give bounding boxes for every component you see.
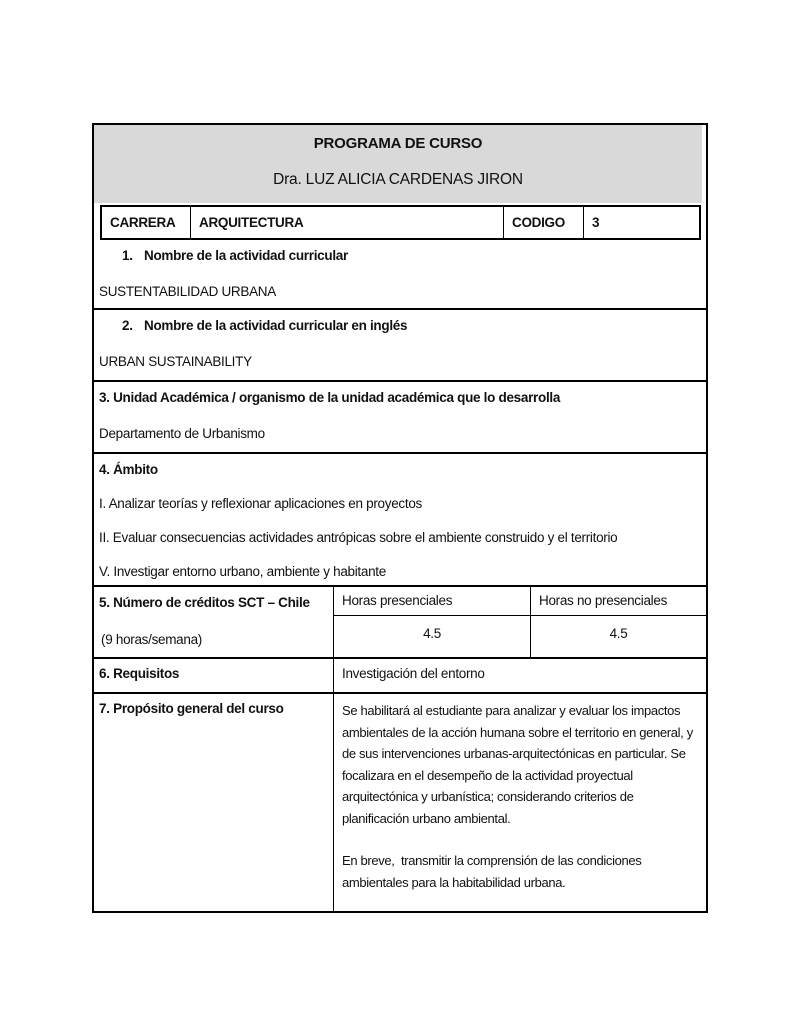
section-1-title: Nombre de la actividad curricular [144, 248, 348, 263]
section-2-header [94, 310, 706, 336]
section-ambito [94, 452, 706, 585]
ambito-item-2: II. Evaluar consecuencias actividades antrópicas sobre el ambiente construido y el territorio [99, 530, 618, 545]
carrera-value: ARQUITECTURA [190, 207, 503, 238]
creditos-label-cell [94, 587, 333, 657]
horas-no-presenciales-label: Horas no presenciales [530, 587, 706, 615]
section-6-title: 6. Requisitos [99, 666, 180, 681]
carrera-label: CARRERA [110, 214, 176, 230]
section-1-content: SUSTENTABILIDAD URBANA [99, 284, 276, 299]
document-title: PROGRAMA DE CURSO [313, 135, 483, 152]
section-2-content: URBAN SUSTAINABILITY [99, 354, 252, 369]
horas-presenciales-value: 4.5 [423, 626, 441, 641]
section-1-header [94, 240, 706, 266]
document-author: Dra. LUZ ALICIA CARDENAS JIRON [273, 171, 523, 188]
section-7-content [333, 694, 706, 911]
section-6-content: Investigación del entorno [333, 659, 706, 692]
section-3-content: Departamento de Urbanismo [99, 426, 265, 441]
section-2-number: 2. [122, 318, 133, 333]
horas-presenciales-label: Horas presenciales [342, 593, 453, 608]
section-4-title: 4. Ámbito [99, 462, 158, 477]
horas-semana-note: (9 horas/semana) [101, 632, 202, 647]
section-5-title: 5. Número de créditos SCT – Chile [99, 595, 310, 610]
horas-header-row [334, 587, 706, 616]
course-program-table [92, 123, 708, 913]
horas-no-presenciales-value: 4.5 [530, 616, 706, 657]
horas-table [333, 587, 706, 657]
ambito-item-3: V. Investigar entorno urbano, ambiente y habitante [99, 564, 386, 579]
ambito-item-1: I. Analizar teorías y reflexionar aplicaciones en proyectos [99, 496, 422, 511]
section-activity-name [94, 240, 706, 308]
document-header [94, 125, 702, 203]
section-proposito [94, 692, 706, 911]
carrera-codigo-row [100, 205, 701, 240]
section-academic-unit [94, 380, 706, 452]
section-1-number: 1. [122, 248, 133, 263]
codigo-label: CODIGO [503, 207, 583, 238]
section-3-title: 3. Unidad Académica / organismo de la unidad académica que lo desarrolla [99, 390, 561, 405]
section-7-title: 7. Propósito general del curso [99, 701, 284, 716]
horas-values-row [334, 616, 706, 657]
section-creditos [94, 585, 706, 657]
section-2-title: Nombre de la actividad curricular en inglés [144, 318, 408, 333]
proposito-paragraph-2: En breve, transmitir la comprensión de las condiciones ambientales para la habitabilidad urbana. [342, 853, 645, 890]
section-activity-name-english [94, 308, 706, 380]
section-requisitos [94, 657, 706, 692]
codigo-value: 3 [583, 207, 699, 238]
proposito-paragraph-1: Se habilitará al estudiante para analizar y evaluar los impactos ambientales de la acción humana sobre el territorio en general, y de sus intervenciones urbanas-arquitectónicas en particular. Se focalizara en el desempeño de la actividad proyectual arquitectónica y urbanística; considerando criterios de planificación urbano ambiental. [342, 703, 697, 826]
